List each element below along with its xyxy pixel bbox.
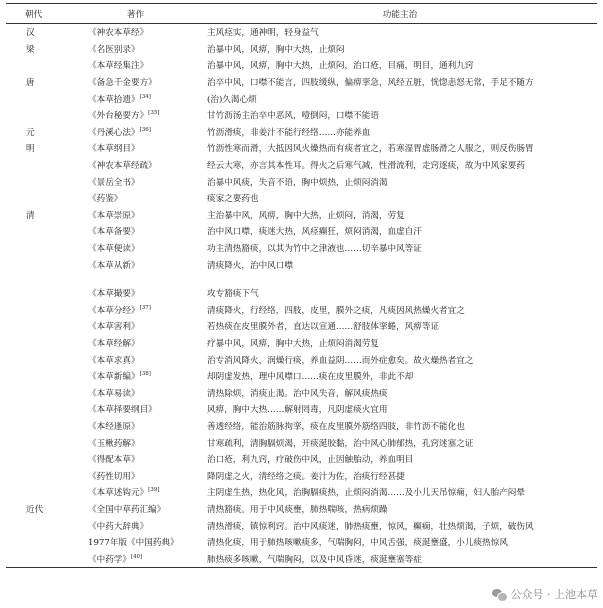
work-title: 《本草害利》 <box>88 322 140 333</box>
cell-work <box>68 57 203 74</box>
cell-effect: 功主清热豁痰，以其为竹中之津液也……切辛暴中风等证 <box>207 244 422 255</box>
table-row <box>6 140 597 157</box>
header-effect: 功能主治 <box>203 4 597 24</box>
table-row <box>6 285 597 302</box>
wechat-icon <box>492 588 507 601</box>
work-title: 《备急千金要方》 <box>88 78 157 89</box>
cell-era <box>6 418 68 435</box>
cell-work <box>68 207 203 224</box>
cell-era <box>6 434 68 451</box>
cell-effect: 清热除烦，消痰止渴。治中风失音，解风痰热痰 <box>207 388 388 399</box>
cell-effect: 主风痉实，通神明，轻身益气 <box>207 28 319 39</box>
cell-work <box>68 368 203 385</box>
cell-era <box>6 107 68 124</box>
reference-mark: [40] <box>130 553 143 560</box>
cell-effect: 攻专豁痰下气 <box>207 289 259 300</box>
work-title: 《本经逢原》 <box>88 421 140 432</box>
table-row <box>6 418 597 435</box>
work-title: 《本草从新》 <box>88 260 140 271</box>
header-work: 著作 <box>68 4 203 24</box>
reference-mark: [37] <box>139 304 151 311</box>
table-row <box>6 501 597 518</box>
cell-work <box>68 318 203 335</box>
cell-effect: 降阴虚之火，清经络之痰。姜汁为佐，治痰行经甚捷 <box>207 471 405 482</box>
cell-work <box>68 124 203 141</box>
work-title: 1977年版《中国药典》 <box>88 538 179 549</box>
work-title: 《本草新编》 <box>88 372 140 383</box>
work-title: 《名医别录》 <box>88 44 140 55</box>
table-row <box>6 90 597 107</box>
cell-work <box>68 401 203 418</box>
cell-work <box>68 384 203 401</box>
cell-work <box>68 157 203 174</box>
cell-effect: 若热痰在皮里膜外者，直达以宣通……舒肢体挛蜷，风痹等证 <box>207 322 440 333</box>
cell-work <box>68 41 203 58</box>
table-row <box>6 240 597 257</box>
cell-work <box>68 256 203 273</box>
work-title: 《本草分经》 <box>88 305 140 316</box>
cell-work <box>68 434 203 451</box>
work-title: 《本草纲目》 <box>88 144 140 155</box>
reference-mark: [35] <box>148 110 160 117</box>
cell-era <box>6 223 68 240</box>
table-row <box>6 451 597 468</box>
table-row <box>6 517 597 534</box>
cell-work <box>68 534 203 551</box>
table-row <box>6 173 597 190</box>
cell-era <box>6 190 68 207</box>
cell-effect: 经云大寒，亦言其本性耳。得火之后寒气减，性滑流利，走窍逐痰，故为中风家要药 <box>207 161 525 172</box>
cell-effect: 清痰降火，治中风口噤 <box>207 260 293 271</box>
table-row <box>6 157 597 174</box>
table-row <box>6 107 597 124</box>
cell-effect: 疗暴中风，风痹，胸中大热，止烦闷消渴劳复 <box>207 338 379 349</box>
table-row <box>6 223 597 240</box>
cell-effect: 治专消风降火，润燥行痰，养血益阴……而外症愈矣。故火燥热者宜之 <box>207 355 474 366</box>
cell-work <box>68 90 203 107</box>
work-title: 《中药大辞典》 <box>88 521 149 532</box>
cell-era <box>6 173 68 190</box>
cell-work <box>68 335 203 352</box>
cell-effect: 善透经络，能治筋脉拘挛，痰在皮里膜外筋络四肢，非竹沥不能化也 <box>207 421 465 432</box>
table-row <box>6 273 597 285</box>
cell-era: 明 <box>26 144 35 155</box>
cell-era <box>6 318 68 335</box>
table-row <box>6 74 597 91</box>
cell-era <box>6 550 68 567</box>
cell-effect <box>203 273 597 285</box>
cell-era: 元 <box>26 127 35 138</box>
cell-work <box>68 501 203 518</box>
reference-mark: [39] <box>148 487 160 494</box>
table-row <box>6 207 597 224</box>
cell-effect: 主阴虚生热，热化风，治胸膈痰热，止烦闷消渴……及小儿天吊惊痫，妇人胎产闷晕 <box>207 488 525 499</box>
table-row <box>6 534 597 551</box>
cell-effect: 甘寒疏利，清胸膈烦渴，开痰涎胶黏，治中风心肺郁热，孔窍迷塞之证 <box>207 438 474 449</box>
cell-era: 汉 <box>26 28 35 39</box>
work-title: 《本草经解》 <box>88 338 140 349</box>
table-header-row <box>6 4 597 24</box>
reference-mark: [34] <box>139 93 151 100</box>
work-title: 《丹溪心法》 <box>88 127 140 138</box>
cell-effect: 治暴中风，风痹，胸中大热，止烦闷 <box>207 44 345 55</box>
cell-work <box>68 24 203 41</box>
work-title: 《药鉴》 <box>88 194 123 205</box>
cell-effect: 清痰降火，行经络，四肢，皮里，膜外之痰，凡痰因风热燥火者宜之 <box>207 305 465 316</box>
table-row <box>6 256 597 273</box>
cell-effect: 风痹，胸中大热……解射罔毒，凡阴虚痰火宜用 <box>207 405 388 416</box>
cell-era <box>6 273 68 285</box>
work-title: 《本草经集注》 <box>88 61 149 72</box>
work-title: 《本草择要纲目》 <box>88 405 157 416</box>
watermark-text: 公众号 · 上池本草 <box>510 588 598 601</box>
table-row <box>6 335 597 352</box>
cell-effect: 主治暴中风，风痹，胸中大热，止烦闷，消渴，劳复 <box>207 210 405 221</box>
cell-era <box>6 467 68 484</box>
cell-effect: 清热滑痰，镇惊利窍。治中风痰迷，肺热痰壅，惊风，癫痫，壮热烦渴，子烦，破伤风 <box>207 521 534 532</box>
cell-work <box>68 273 203 285</box>
cell-era <box>6 517 68 534</box>
cell-effect: 治暴中风，风痹，胸中大热，止烦闷，治口疮，目痛，明目，通利九窍 <box>207 61 474 72</box>
work-title: 《玉楸药解》 <box>88 438 140 449</box>
cell-era <box>6 484 68 501</box>
table-row <box>6 384 597 401</box>
watermark <box>492 586 599 602</box>
reference-mark: [38] <box>139 371 151 378</box>
cell-era: 近代 <box>26 504 44 515</box>
table-row <box>6 401 597 418</box>
cell-work <box>68 484 203 501</box>
work-title: 《本草拾遗》 <box>88 94 140 105</box>
cell-effect: (治)久渴心烦 <box>207 94 257 105</box>
cell-work <box>68 140 203 157</box>
cell-effect: 痰家之要药也 <box>207 194 259 205</box>
cell-era: 唐 <box>26 78 35 89</box>
work-title: 《本草备要》 <box>88 227 140 238</box>
cell-work <box>68 107 203 124</box>
cell-work <box>68 74 203 91</box>
work-title: 《全国中草药汇编》 <box>88 504 166 515</box>
cell-effect: 清热豁痰。用于中风痰壅，肺热喘咳，热病烦躁 <box>207 504 388 515</box>
cell-work <box>68 173 203 190</box>
work-title: 《外台秘要方》 <box>88 111 149 122</box>
cell-effect: 治暴中风痰，失音不语，胸中烦热，止烦闷消渴 <box>207 177 388 188</box>
table-row <box>6 484 597 501</box>
cell-effect: 治中风口噤，痰迷大热，风痉癫狂，烦闷消渴，血虚自汗 <box>207 227 422 238</box>
cell-era <box>6 240 68 257</box>
cell-era <box>6 534 68 551</box>
cell-era <box>6 368 68 385</box>
work-title: 《得配本草》 <box>88 455 140 466</box>
work-title: 《本草述钩元》 <box>88 488 149 499</box>
cell-work <box>68 240 203 257</box>
work-title: 《药性切用》 <box>88 471 140 482</box>
cell-era <box>6 401 68 418</box>
cell-era <box>6 157 68 174</box>
work-title: 《中药学》 <box>88 554 131 565</box>
table-row <box>6 368 597 385</box>
table-row <box>6 434 597 451</box>
cell-era <box>6 384 68 401</box>
cell-work <box>68 351 203 368</box>
table-row <box>6 124 597 141</box>
table-row <box>6 550 597 567</box>
cell-work <box>68 190 203 207</box>
cell-era <box>6 451 68 468</box>
table-row <box>6 24 597 41</box>
work-title: 《本草崇原》 <box>88 210 140 221</box>
cell-era <box>6 285 68 302</box>
cell-effect: 清热化痰，用于肺热咳嗽痰多，气喘胸闷，中风舌强，痰涎壅盛，小儿痰热惊风 <box>207 538 508 549</box>
cell-effect: 却阴虚发热，理中风噤口……痰在皮里膜外，非此不却 <box>207 372 414 383</box>
cell-work <box>68 451 203 468</box>
cell-effect: 甘竹沥汤主治卒中恶风，噎倒闷，口噤不能语 <box>207 111 379 122</box>
table-row <box>6 190 597 207</box>
cell-work <box>68 302 203 319</box>
cell-era <box>6 256 68 273</box>
cell-effect: 治口疮，利九窍，疗破伤中风，止因触胎动，养血明目 <box>207 455 414 466</box>
efficacy-table <box>6 3 597 568</box>
header-era: 朝代 <box>6 4 68 24</box>
table-row <box>6 57 597 74</box>
cell-era <box>6 351 68 368</box>
table-row <box>6 302 597 319</box>
work-title: 《本草撮要》 <box>88 289 140 300</box>
cell-effect: 肺热痰多咳嗽，气喘胸闷，以及中风昏迷，痰涎壅塞等症 <box>203 550 597 567</box>
cell-work <box>68 467 203 484</box>
work-title: 《景岳全书》 <box>88 177 140 188</box>
cell-work <box>68 285 203 302</box>
cell-work <box>68 223 203 240</box>
reference-mark: [36] <box>139 127 151 133</box>
cell-era: 清 <box>26 210 35 221</box>
table-row <box>6 318 597 335</box>
cell-effect: 治卒中风，口噤不能言，四肢缓纵，偏痹挛急，风经五脏，恍惚恚怒无常，手足不随方 <box>207 78 534 89</box>
cell-effect: 竹沥性寒而滑，大抵因风火燥热而有痰者宜之，若寒湿胃虚肠滑之人服之，则反伤肠胃 <box>207 144 534 155</box>
work-title: 《本草求真》 <box>88 355 140 366</box>
work-title: 《神农本草经》 <box>88 28 149 39</box>
cell-work <box>68 517 203 534</box>
cell-era <box>6 335 68 352</box>
cell-era <box>6 90 68 107</box>
work-title: 《本草易读》 <box>88 388 140 399</box>
cell-era <box>6 302 68 319</box>
work-title: 《本草便读》 <box>88 244 140 255</box>
cell-effect: 竹沥滑痰，非姜汁不能行经络……亦能养血 <box>207 127 371 138</box>
cell-work <box>68 418 203 435</box>
cell-work <box>68 550 203 567</box>
table-row <box>6 41 597 58</box>
cell-era: 梁 <box>26 44 35 55</box>
table-row <box>6 467 597 484</box>
table-row <box>6 351 597 368</box>
cell-era <box>6 57 68 74</box>
work-title: 《神农本草经疏》 <box>88 161 157 172</box>
